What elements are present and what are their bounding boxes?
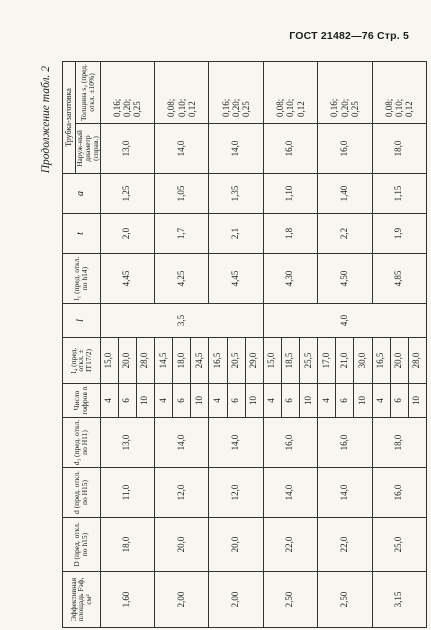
- cell-n: 10: [136, 384, 154, 418]
- cell-n: 10: [245, 384, 263, 418]
- cell-n: 4: [155, 384, 173, 418]
- cell-l4: 28,0: [136, 338, 154, 384]
- cell-n: 4: [209, 384, 227, 418]
- cell-l4: 16,5: [209, 338, 227, 384]
- header-a: [63, 174, 101, 214]
- table-continuation-label: Продолжение табл. 2: [40, 66, 52, 174]
- cell-n: 6: [173, 384, 191, 418]
- thickness-value: 0,16;: [329, 98, 340, 117]
- cell-d: 11,0: [100, 468, 154, 518]
- cell-a: 1,35: [209, 174, 263, 214]
- thickness-value: 0,25: [132, 101, 143, 117]
- header-d: d (пред. откл. по H15): [63, 468, 101, 518]
- cell-n: 10: [408, 384, 426, 418]
- cell-l1: 4,45: [100, 254, 154, 304]
- cell-d3: 13,0: [100, 418, 154, 468]
- header-a-text: a: [75, 191, 87, 196]
- thickness-value: 0,10;: [285, 98, 296, 117]
- thickness-value: 0,08;: [383, 98, 394, 117]
- cell-l4: 21,0: [336, 338, 354, 384]
- cell-l4: 16,5: [372, 338, 390, 384]
- thickness-value: 0,25: [241, 101, 252, 117]
- header-group-tube: Трубка-заготовка: [63, 62, 76, 174]
- cell-thickness: [318, 62, 372, 124]
- cell-d3: 14,0: [209, 418, 263, 468]
- cell-a: 1,10: [263, 174, 317, 214]
- cell-l: 3,5: [100, 304, 263, 338]
- cell-l4: 28,0: [408, 338, 426, 384]
- cell-area: 2,50: [318, 572, 372, 628]
- cell-l4: 20,0: [390, 338, 408, 384]
- cell-n: 4: [372, 384, 390, 418]
- cell-l4: 18,0: [173, 338, 191, 384]
- table-row: [263, 62, 281, 628]
- cell-t: 2,0: [100, 214, 154, 254]
- cell-l1: 4,30: [263, 254, 317, 304]
- cell-n: 10: [354, 384, 372, 418]
- cell-outer-diameter: 16,0: [263, 124, 317, 174]
- cell-l4: 15,0: [100, 338, 118, 384]
- cell-a: 1,40: [318, 174, 372, 214]
- header-l-text: l: [75, 319, 87, 322]
- header-D: D (пред. откл. по h15): [63, 518, 101, 572]
- cell-l1: 4,45: [209, 254, 263, 304]
- cell-t: 1,7: [155, 214, 209, 254]
- header-l4: l₄ (пред. откл. ± IT17/2): [63, 338, 101, 384]
- cell-l4: 20,0: [118, 338, 136, 384]
- cell-d3: 16,0: [318, 418, 372, 468]
- header-t-text: t: [75, 232, 87, 235]
- cell-d: 14,0: [263, 468, 317, 518]
- table-row: [100, 62, 118, 628]
- cell-thickness: [263, 62, 317, 124]
- cell-D: 20,0: [155, 518, 209, 572]
- cell-thickness: [372, 62, 427, 124]
- cell-D: 18,0: [100, 518, 154, 572]
- cell-l4: 20,5: [227, 338, 245, 384]
- cell-D: 22,0: [263, 518, 317, 572]
- cell-n: 10: [300, 384, 318, 418]
- header-d3: d₃ (пред. откл. по H11): [63, 418, 101, 468]
- cell-d: 16,0: [372, 468, 427, 518]
- thickness-value: 0,12: [186, 101, 197, 117]
- cell-a: 1,25: [100, 174, 154, 214]
- cell-l1: 4,50: [318, 254, 372, 304]
- table-body: [100, 62, 426, 628]
- cell-area: 2,50: [263, 572, 317, 628]
- cell-t: 2,1: [209, 214, 263, 254]
- thickness-value: 0,20;: [230, 98, 241, 117]
- cell-d3: 14,0: [155, 418, 209, 468]
- cell-l: 4,0: [263, 304, 426, 338]
- cell-outer-diameter: 18,0: [372, 124, 427, 174]
- cell-d3: 18,0: [372, 418, 427, 468]
- header-n: Число гофров n: [63, 384, 101, 418]
- cell-l4: 15,0: [263, 338, 281, 384]
- cell-area: 3,15: [372, 572, 427, 628]
- cell-a: 1,05: [155, 174, 209, 214]
- cell-d: 12,0: [155, 468, 209, 518]
- cell-l1: 4,85: [372, 254, 427, 304]
- cell-l4: 18,5: [281, 338, 299, 384]
- thickness-value: 0,12: [295, 101, 306, 117]
- header-l: [63, 304, 101, 338]
- cell-D: 20,0: [209, 518, 263, 572]
- cell-d: 14,0: [318, 468, 372, 518]
- cell-a: 1,15: [372, 174, 427, 214]
- thickness-value: 0,16;: [220, 98, 231, 117]
- header-thickness: Толщина s₀ (пред. откл. ±10%): [76, 62, 101, 124]
- cell-n: 6: [281, 384, 299, 418]
- cell-l4: 17,0: [318, 338, 336, 384]
- cell-outer-diameter: 14,0: [155, 124, 209, 174]
- cell-D: 22,0: [318, 518, 372, 572]
- cell-n: 4: [263, 384, 281, 418]
- cell-outer-diameter: 14,0: [209, 124, 263, 174]
- cell-n: 4: [100, 384, 118, 418]
- cell-area: 1,60: [100, 572, 154, 628]
- cell-t: 1,8: [263, 214, 317, 254]
- cell-n: 6: [118, 384, 136, 418]
- thickness-value: 0,16;: [111, 98, 122, 117]
- cell-area: 2,00: [209, 572, 263, 628]
- cell-outer-diameter: 16,0: [318, 124, 372, 174]
- cell-outer-diameter: 13,0: [100, 124, 154, 174]
- cell-l4: 30,0: [354, 338, 372, 384]
- cell-thickness: [155, 62, 209, 124]
- cell-thickness: [209, 62, 263, 124]
- table-row: [318, 62, 336, 628]
- table-row: [155, 62, 173, 628]
- cell-l4: 14,5: [155, 338, 173, 384]
- rotated-table-wrapper: [40, 60, 430, 628]
- cell-n: 4: [318, 384, 336, 418]
- page-header: ГОСТ 21482—76 Стр. 5: [289, 30, 409, 42]
- cell-n: 6: [336, 384, 354, 418]
- header-t: [63, 214, 101, 254]
- cell-d3: 16,0: [263, 418, 317, 468]
- table-row: [372, 62, 390, 628]
- thickness-value: 0,20;: [122, 98, 133, 117]
- cell-l4: 29,0: [245, 338, 263, 384]
- header-l1: l₁ (пред. откл. по h14): [63, 254, 101, 304]
- cell-n: 6: [390, 384, 408, 418]
- thickness-value: 0,12: [404, 101, 415, 117]
- thickness-value: 0,25: [349, 101, 360, 117]
- cell-d: 12,0: [209, 468, 263, 518]
- thickness-value: 0,10;: [394, 98, 405, 117]
- cell-D: 25,0: [372, 518, 427, 572]
- cell-area: 2,00: [155, 572, 209, 628]
- cell-l4: 24,5: [191, 338, 209, 384]
- cell-l1: 4,25: [155, 254, 209, 304]
- thickness-value: 0,08;: [274, 98, 285, 117]
- cell-l4: 25,5: [300, 338, 318, 384]
- dimensions-table: [62, 61, 427, 628]
- header-outer-diameter: Наруж-ный диаметр (справ.): [76, 124, 101, 174]
- cell-t: 1,9: [372, 214, 427, 254]
- thickness-value: 0,20;: [339, 98, 350, 117]
- cell-thickness: [100, 62, 154, 124]
- table-row: [209, 62, 227, 628]
- header-area: Эффективная площадь Fэф, см²: [63, 572, 101, 628]
- thickness-value: 0,08;: [166, 98, 177, 117]
- cell-n: 10: [191, 384, 209, 418]
- cell-t: 2,2: [318, 214, 372, 254]
- thickness-value: 0,10;: [176, 98, 187, 117]
- cell-n: 6: [227, 384, 245, 418]
